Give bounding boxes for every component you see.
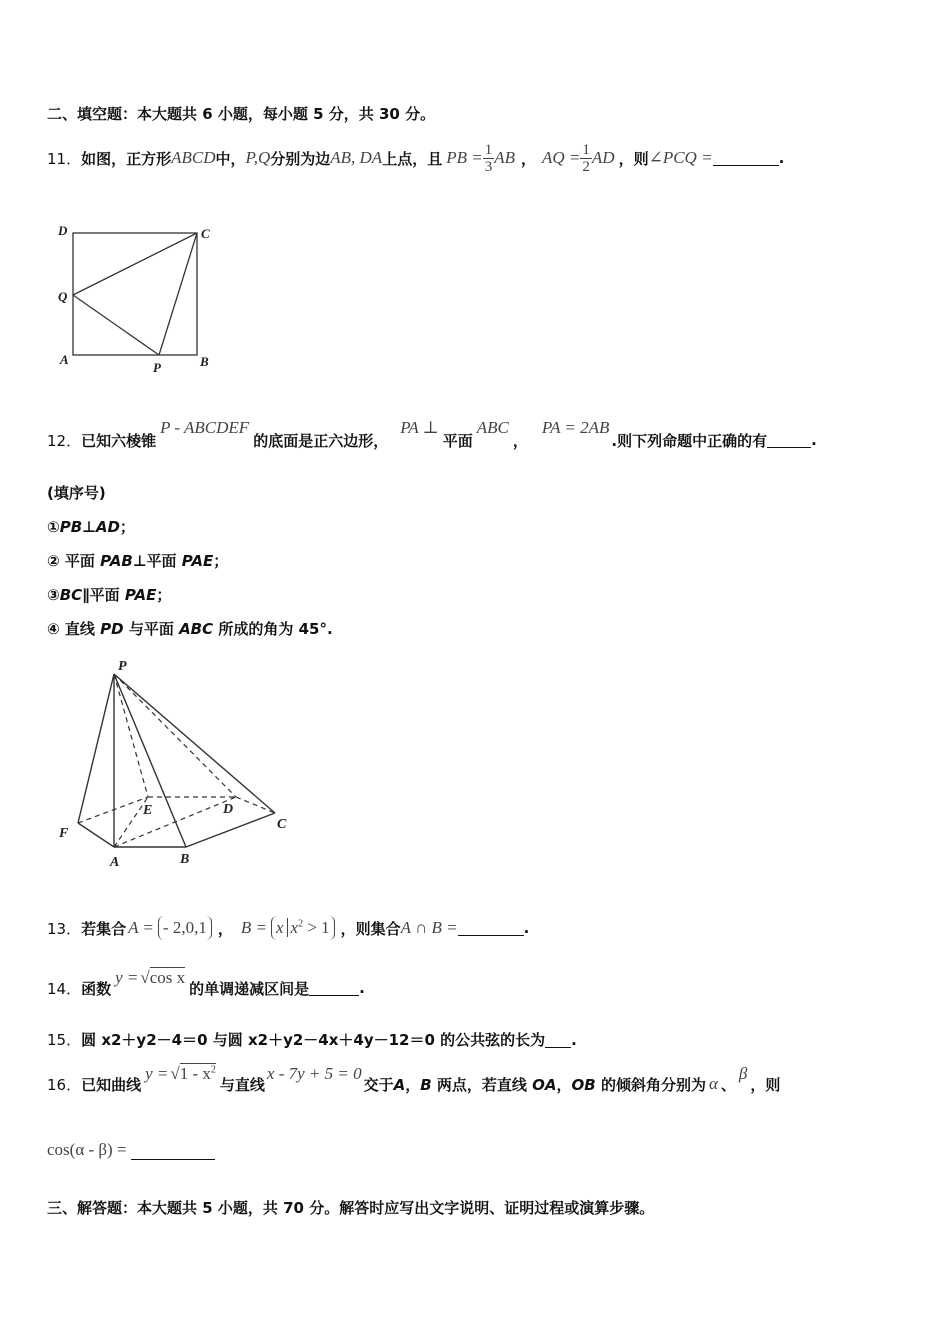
q16-text-7: 的倾斜角分别为 — [595, 1075, 706, 1094]
q11-text-1: 如图，正方形 — [81, 149, 172, 168]
q11-math-sides: AB, DA — [330, 148, 383, 167]
q11-text-4: 上点，且 — [382, 149, 443, 168]
option-pre: 平面 — [59, 552, 101, 570]
label-f: F — [59, 826, 69, 841]
q11-text-5: ，则 — [618, 149, 649, 168]
option-mid: ∥平面 — [82, 586, 125, 604]
question-12 — [47, 418, 817, 462]
q16-math-cos: cos(α - β) = — [47, 1140, 127, 1159]
label-a: A — [110, 855, 120, 870]
fraction-denominator: 2 — [582, 158, 590, 175]
label-c: C — [277, 817, 287, 832]
q16-text-3: 交于 — [363, 1075, 394, 1094]
label-p: P — [153, 360, 161, 375]
q14-radicand: cos x — [149, 968, 186, 987]
section-3-heading: 三、解答题：本大题共 5 小题，共 70 分。解答时应写出文字说明、证明过程或演算步骤。 — [47, 1199, 655, 1217]
q11-end: . — [778, 149, 785, 167]
label-p: P — [118, 659, 127, 674]
option-mid: 与平面 — [123, 620, 180, 638]
option-mark: ③ — [47, 586, 60, 604]
q12-option-2 — [47, 550, 228, 571]
q11-separator: ， — [521, 149, 537, 168]
answer-blank[interactable] — [713, 150, 779, 166]
line-oa: OA — [532, 1075, 557, 1094]
label-d: D — [58, 223, 68, 238]
q14-sqrt: √cos x — [140, 968, 186, 987]
q16-math-y: y = — [145, 1064, 169, 1083]
segment-qc — [73, 233, 197, 295]
option-term-1: PD — [100, 620, 124, 638]
q16-radicand — [180, 1063, 216, 1083]
option-term-2: PAE — [181, 552, 214, 570]
fraction-numerator: 1 — [582, 141, 590, 158]
option-term-1: PAB — [100, 552, 133, 570]
set-divider — [287, 918, 288, 937]
q16-alpha: α — [708, 1074, 718, 1093]
q12-text-2: 的底面是正六边形， — [253, 431, 389, 450]
question-13 — [47, 908, 529, 948]
q11-math-angle: ∠PCQ = — [648, 148, 713, 167]
q11-math-pb: PB = — [446, 148, 483, 167]
q11-math-ad: AD — [591, 148, 615, 167]
fraction-denominator: 3 — [484, 158, 493, 175]
q12-math-pa-eq: PA = 2AB — [541, 418, 610, 437]
edge-pf — [78, 674, 114, 823]
point-a: A — [393, 1075, 406, 1094]
question-number: 14． — [47, 979, 82, 998]
q11-square-figure — [45, 220, 225, 380]
q13-set-b — [271, 916, 335, 940]
label-e: E — [143, 803, 153, 818]
section-2-heading: 二、填空题：本大题共 6 小题，每小题 5 分，共 30 分。 — [47, 105, 436, 123]
q12-option-1 — [47, 516, 135, 537]
q16-text-8: 、 — [720, 1075, 736, 1094]
q11-text-2: 中， — [215, 149, 246, 168]
q13-text-2: ， — [217, 919, 233, 938]
label-a: A — [60, 352, 69, 367]
line-ob: OB — [571, 1075, 596, 1094]
q16-text-4: ， — [405, 1075, 421, 1094]
option-term-2: PAE — [124, 586, 157, 604]
option-term-2: ABC — [179, 620, 214, 638]
q15-text: 圆 x2＋y2－4＝0 与圆 x2＋y2－4x＋4y－12＝0 的公共弦的长为 — [81, 1031, 546, 1049]
q16-radicand-text: 1 - x — [179, 1064, 211, 1083]
q16-text-6: ， — [556, 1075, 572, 1094]
question-16 — [47, 1064, 780, 1104]
option-mark: ④ — [47, 620, 60, 638]
option-term-1: PB — [59, 518, 83, 536]
question-number: 16． — [47, 1075, 82, 1094]
edge-pd-hidden — [114, 674, 236, 797]
label-d: D — [223, 802, 234, 817]
question-14 — [47, 968, 365, 1008]
option-post: ； — [156, 586, 172, 604]
option-mark: ② — [47, 552, 60, 570]
q14-text-2: 的单调递减区间是 — [189, 979, 310, 998]
q16-exponent: 2 — [210, 1064, 216, 1076]
option-post: 所成的角为 45°. — [213, 620, 333, 638]
label-q: Q — [58, 289, 68, 304]
q16-sentence — [394, 1074, 706, 1095]
answer-blank[interactable] — [545, 1032, 571, 1048]
q16-sqrt: $√1 - x^2$ — [170, 1064, 216, 1083]
q12-text-1: 已知六棱锥 — [81, 431, 157, 450]
q16-text-9: ，则 — [750, 1075, 781, 1094]
q14-text-1: 函数 — [81, 979, 112, 998]
label-c: C — [201, 226, 210, 241]
q16-text-5: 两点，若直线 — [431, 1075, 533, 1094]
q16-text-2: 与直线 — [219, 1075, 265, 1094]
label-b: B — [180, 852, 190, 867]
q12-fill-hint: (填序号) — [47, 484, 106, 502]
answer-blank[interactable] — [131, 1133, 215, 1160]
q12-text-4: ， — [512, 431, 528, 450]
q11-math-pq: P,Q — [245, 148, 271, 167]
q13-exponent: 2 — [298, 918, 304, 930]
edge-bc — [186, 813, 275, 847]
point-b: B — [420, 1075, 432, 1094]
option-term-1: BC — [59, 586, 83, 604]
q15-end: . — [571, 1030, 577, 1049]
answer-blank[interactable] — [458, 920, 524, 936]
answer-blank[interactable] — [767, 432, 811, 448]
q14-math-y: y = — [115, 968, 139, 987]
option-mid: ⊥ — [82, 518, 96, 536]
q12-end: . — [811, 431, 817, 449]
q13-var-x2: x — [290, 918, 299, 937]
q13-math-b: B = — [240, 918, 267, 937]
segment-pc — [159, 233, 197, 355]
q16-math-line: x - 7y + 5 = 0 — [266, 1064, 362, 1083]
q16-text-1: 已知曲线 — [81, 1075, 142, 1094]
q13-math-intersection: A ∩ B = — [400, 918, 458, 937]
edge-dc-hidden — [236, 797, 275, 813]
q14-end: . — [359, 979, 365, 997]
diag-ad-hidden — [114, 797, 236, 847]
q12-option-3 — [47, 584, 171, 605]
q12-text-3: 平面 — [442, 431, 473, 450]
q12-option-4 — [47, 618, 333, 639]
question-number: 12． — [47, 431, 82, 450]
q11-text-3: 分别为边 — [270, 149, 331, 168]
edge-pc — [114, 674, 275, 813]
q13-end: . — [523, 919, 530, 937]
q12-math-pa-perp: PA ⊥ — [400, 418, 439, 437]
q13-var-x: x — [275, 918, 284, 937]
q12-pyramid-figure — [50, 650, 310, 875]
question-number: 11． — [47, 149, 82, 168]
option-mark: ① — [47, 518, 60, 536]
q13-set-a: - 2,0,1 — [158, 916, 212, 940]
option-post: ； — [119, 518, 135, 536]
q11-math-aq: AQ = — [542, 148, 581, 167]
option-post: ； — [213, 552, 229, 570]
q11-fraction-1 — [483, 142, 495, 175]
question-number: 13． — [47, 919, 82, 938]
q13-math-a: A = — [128, 918, 154, 937]
q11-math-abcd: ABCD — [171, 148, 216, 167]
q12-text-5: .则下列命题中正确的有 — [611, 431, 768, 450]
answer-blank[interactable] — [309, 980, 359, 996]
edge-fe-hidden — [78, 797, 148, 823]
edge-fa — [78, 823, 114, 847]
edge-pb — [114, 674, 186, 847]
q13-text-1: 若集合 — [81, 919, 127, 938]
edge-pe-hidden — [114, 674, 148, 797]
label-b: B — [200, 354, 209, 369]
q12-math-pyramid: P - ABCDEF — [160, 418, 250, 437]
fraction-numerator: 1 — [484, 141, 493, 158]
question-number: 15． — [47, 1031, 82, 1049]
q11-math-ab: AB — [494, 148, 515, 167]
q16-beta: β — [738, 1064, 748, 1083]
q13-text-3: ，则集合 — [340, 919, 401, 938]
q11-fraction-2 — [580, 142, 592, 175]
q13-inequality: > 1 — [303, 918, 330, 937]
question-15 — [47, 1029, 577, 1050]
q12-math-abc: ABC — [476, 418, 509, 437]
q16-answer-line — [47, 1133, 215, 1160]
segment-qp — [73, 295, 159, 355]
option-pre: 直线 — [59, 620, 101, 638]
option-mid: ⊥平面 — [132, 552, 182, 570]
option-term-2: AD — [95, 518, 120, 536]
question-11 — [47, 133, 784, 183]
